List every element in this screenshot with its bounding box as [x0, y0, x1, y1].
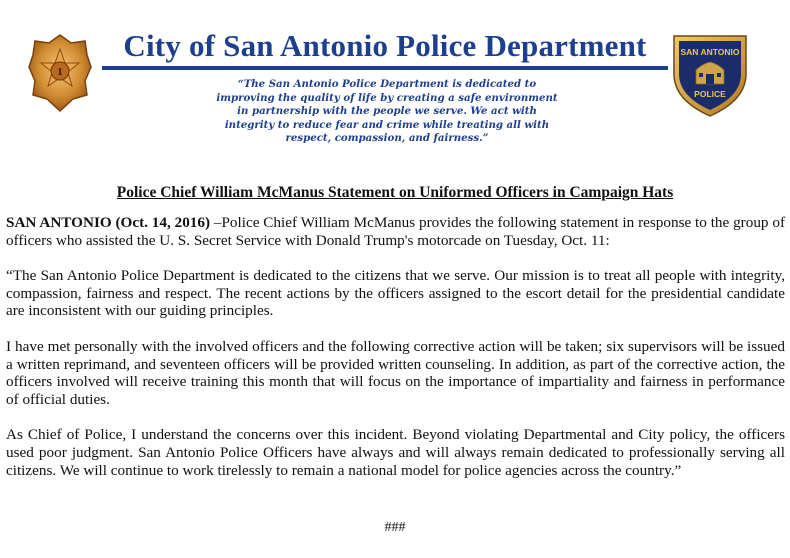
dateline: SAN ANTONIO (Oct. 14, 2016): [6, 214, 211, 231]
title-underline: [102, 66, 668, 70]
statement-paragraph: “The San Antonio Police Department is dedicated to the citizens that we serve. Our mission is to treat all people with integrity, compassion, fairness and respect. The recent actions by the officers assigned to the escort detail for the presidential candidate are inconsistent with our guiding principles.: [6, 267, 785, 320]
star-badge-icon: [27, 33, 93, 113]
mission-statement: “The San Antonio Police Department is dedicated to improving the quality of life by creating a safe environment in partnership with the people we serve. We act with integrity to reduce fear and crime while treating all with respect, compassion, and fairness.”: [216, 78, 558, 145]
statement-headline: Police Chief William McManus Statement on Uniformed Officers in Campaign Hats: [116, 184, 674, 201]
end-mark: ###: [384, 520, 406, 535]
statement-paragraph: I have met personally with the involved officers and the following corrective action will be taken; six supervisors will be issued a written reprimand, and seventeen officers will be provided written counseling. In addition, as part of the corrective action, the officers involved will receive training this month that will focus on the importance of impartiality and fairness in performance of official duties.: [6, 337, 785, 408]
letterhead: [0, 0, 790, 150]
shield-badge-top-text: SAN ANTONIO: [680, 47, 740, 57]
intro-text: –Police Chief William McManus provides the following statement in response to the group of officers who assisted the U. S. Secret Service with Donald Trump's motorcade on Tuesday, Oct. 11:: [6, 214, 785, 249]
police-shield-icon: [668, 30, 752, 118]
department-title: City of San Antonio Police Department: [123, 28, 647, 63]
statement-paragraph: As Chief of Police, I understand the concerns over this incident. Beyond violating Departmental and City policy, the officers used poor judgment. San Antonio Police Officers have always and will always remain dedicated to professionally serving all citizens. We will continue to work tirelessly to remain a national model for police agencies across the country.”: [6, 426, 785, 479]
intro-paragraph: [6, 214, 785, 249]
star-badge-number: 1: [57, 66, 63, 78]
shield-badge-bottom-text: POLICE: [694, 89, 726, 99]
statement-body: [6, 214, 785, 497]
